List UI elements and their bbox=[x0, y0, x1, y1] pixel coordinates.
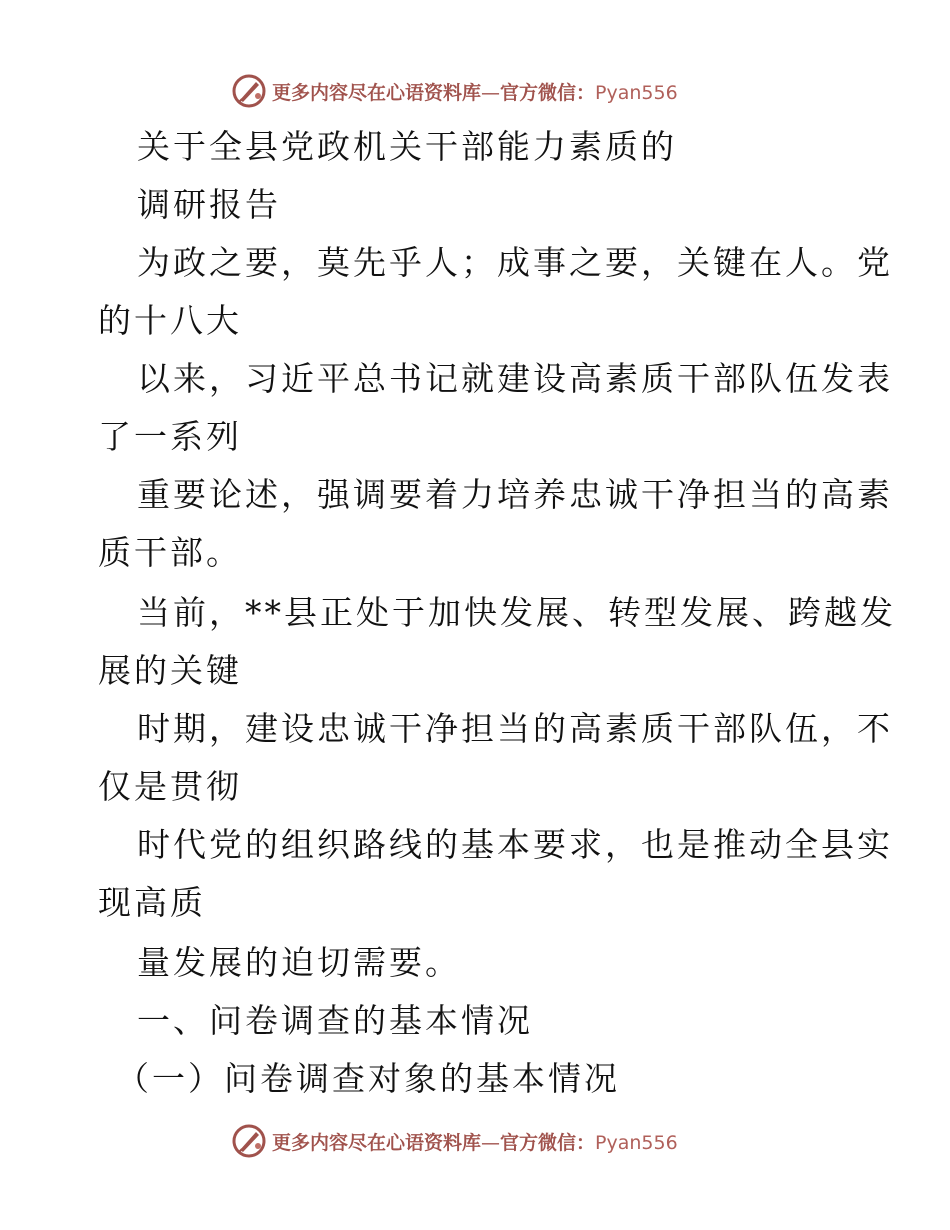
footer-watermark bbox=[232, 1121, 678, 1161]
footer-watermark-banner bbox=[0, 1121, 950, 1161]
paragraph-line: 仅是贯彻 bbox=[98, 767, 242, 806]
paragraph-line: 现高质 bbox=[98, 883, 206, 922]
header-watermark bbox=[232, 71, 678, 111]
watermark-wechat-label: 官方微信： bbox=[500, 81, 596, 104]
quill-logo-icon bbox=[232, 1124, 266, 1158]
paragraph-line: 以来，习近平总书记就建设高素质干部队伍发表 bbox=[137, 359, 893, 398]
paragraph-line: 了一系列 bbox=[98, 417, 242, 456]
paragraph-line: 时期，建设忠诚干净担当的高素质干部队伍，不 bbox=[137, 709, 893, 748]
watermark-site-name: 更多内容尽在心语资料库 bbox=[272, 81, 482, 104]
header-watermark-banner bbox=[0, 71, 950, 111]
watermark-site-name: 更多内容尽在心语资料库 bbox=[272, 1131, 482, 1154]
section-heading: 一、问卷调查的基本情况 bbox=[137, 1001, 533, 1040]
watermark-text bbox=[272, 1128, 678, 1155]
paragraph-line: 重要论述，强调要着力培养忠诚干净担当的高素 bbox=[137, 475, 893, 514]
paragraph-line: 为政之要，莫先乎人；成事之要，关键在人。党 bbox=[137, 243, 893, 282]
doc-title-line-1: 关于全县党政机关干部能力素质的 bbox=[137, 127, 677, 166]
quill-logo-icon bbox=[232, 74, 266, 108]
watermark-dash: — bbox=[481, 81, 501, 104]
paragraph-line: 质干部。 bbox=[98, 533, 242, 572]
paragraph-line: 当前，**县正处于加快发展、转型发展、跨越发 bbox=[137, 593, 896, 632]
watermark-dash: — bbox=[481, 1131, 501, 1154]
watermark-wechat-id: Pyan556 bbox=[595, 1131, 678, 1154]
paragraph-line: 时代党的组织路线的基本要求，也是推动全县实 bbox=[137, 825, 893, 864]
paragraph-line: 的十八大 bbox=[98, 301, 242, 340]
watermark-wechat-id: Pyan556 bbox=[595, 81, 678, 104]
paragraph-line: 量发展的迫切需要。 bbox=[137, 943, 461, 982]
doc-title-line-2: 调研报告 bbox=[137, 185, 281, 224]
watermark-wechat-label: 官方微信： bbox=[500, 1131, 596, 1154]
subsection-heading: （一）问卷调查对象的基本情况 bbox=[116, 1059, 620, 1098]
watermark-text bbox=[272, 78, 678, 105]
paragraph-line: 展的关键 bbox=[98, 651, 242, 690]
